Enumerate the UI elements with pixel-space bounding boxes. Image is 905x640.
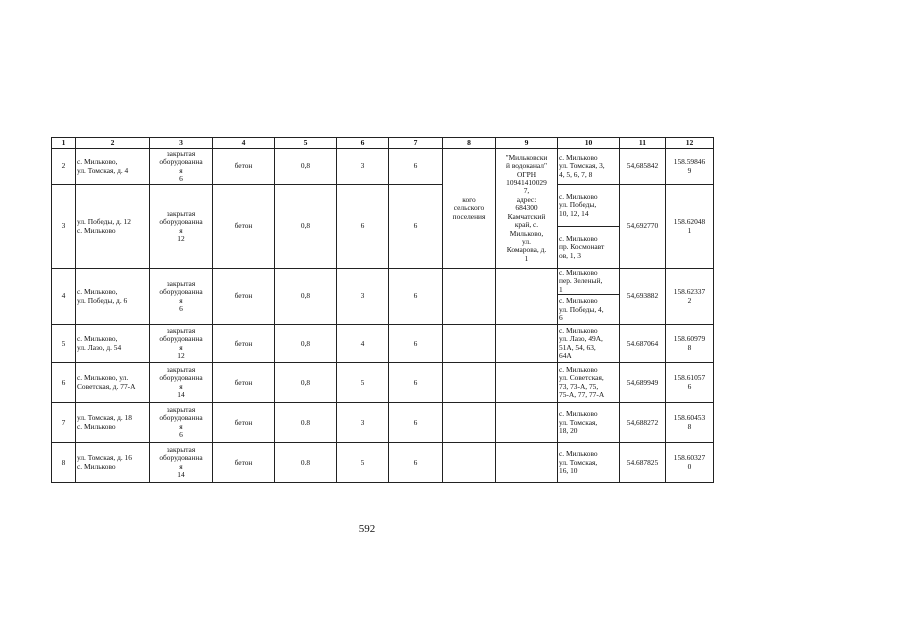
container-volume: 6 xyxy=(389,443,443,483)
container-volume: 6 xyxy=(389,325,443,363)
longitude: 158.59846 9 xyxy=(666,149,714,185)
served-addresses: с. Мильково пр. Космонавт ов, 1, 3 xyxy=(558,227,620,269)
latitude: 54,692770 xyxy=(620,185,666,269)
surface-type: бетон xyxy=(213,363,275,403)
container-volume: 6 xyxy=(389,403,443,443)
container-count: 3 xyxy=(337,403,389,443)
served-addresses: с. Мильково ул. Томская, 18, 20 xyxy=(558,403,620,443)
surface-type: бетон xyxy=(213,149,275,185)
site-address: ул. Победы, д. 12 с. Мильково xyxy=(76,185,150,269)
table-row xyxy=(52,185,714,227)
surface-type: бетон xyxy=(213,185,275,269)
table-row xyxy=(52,403,714,443)
served-addresses: с. Мильково ул. Победы, 10, 12, 14 xyxy=(558,185,620,227)
table-header-row xyxy=(52,138,714,149)
column-header-11: 11 xyxy=(620,138,666,149)
column-header-10: 10 xyxy=(558,138,620,149)
container-count: 5 xyxy=(337,363,389,403)
row-number: 2 xyxy=(52,149,76,185)
row-number: 5 xyxy=(52,325,76,363)
column-header-7: 7 xyxy=(389,138,443,149)
longitude: 158.60979 8 xyxy=(666,325,714,363)
container-count: 3 xyxy=(337,149,389,185)
table-row xyxy=(52,443,714,483)
site-area: 0,8 xyxy=(275,325,337,363)
site-type: закрытая оборудованна я 14 xyxy=(150,363,213,403)
longitude: 158.62337 2 xyxy=(666,269,714,325)
container-volume: 6 xyxy=(389,149,443,185)
owner-settlement xyxy=(443,269,496,325)
longitude: 158.60327 0 xyxy=(666,443,714,483)
row-number: 3 xyxy=(52,185,76,269)
site-area: 0,8 xyxy=(275,149,337,185)
site-area: 0,8 xyxy=(275,185,337,269)
row-number: 7 xyxy=(52,403,76,443)
operator-info xyxy=(496,325,558,363)
site-address: ул. Томская, д. 16 с. Мильково xyxy=(76,443,150,483)
operator-info xyxy=(496,443,558,483)
operator-info xyxy=(496,363,558,403)
site-type: закрытая оборудованна я 6 xyxy=(150,149,213,185)
container-count: 4 xyxy=(337,325,389,363)
site-type: закрытая оборудованна я 6 xyxy=(150,269,213,325)
table-row xyxy=(52,149,714,185)
container-volume: 6 xyxy=(389,363,443,403)
latitude: 54,689949 xyxy=(620,363,666,403)
latitude: 54.687825 xyxy=(620,443,666,483)
site-type: закрытая оборудованна я 12 xyxy=(150,185,213,269)
site-type: закрытая оборудованна я 14 xyxy=(150,443,213,483)
site-area: 0,8 xyxy=(275,269,337,325)
owner-settlement xyxy=(443,325,496,363)
column-header-4: 4 xyxy=(213,138,275,149)
surface-type: бетон xyxy=(213,403,275,443)
container-count: 5 xyxy=(337,443,389,483)
surface-type: бетон xyxy=(213,325,275,363)
surface-type: бетон xyxy=(213,443,275,483)
container-volume: 6 xyxy=(389,269,443,325)
container-count: 6 xyxy=(337,185,389,269)
site-type: закрытая оборудованна я 12 xyxy=(150,325,213,363)
row-number: 4 xyxy=(52,269,76,325)
site-type: закрытая оборудованна я 6 xyxy=(150,403,213,443)
container-volume: 6 xyxy=(389,185,443,269)
served-addresses: с. Мильково пер. Зеленый, 1 xyxy=(558,269,620,295)
longitude: 158.61057 6 xyxy=(666,363,714,403)
column-header-12: 12 xyxy=(666,138,714,149)
owner-settlement xyxy=(443,363,496,403)
container-count: 3 xyxy=(337,269,389,325)
column-header-3: 3 xyxy=(150,138,213,149)
site-area: 0,8 xyxy=(275,363,337,403)
owner-settlement xyxy=(443,403,496,443)
surface-type: бетон xyxy=(213,269,275,325)
latitude: 54,693882 xyxy=(620,269,666,325)
table-row xyxy=(52,269,714,295)
column-header-8: 8 xyxy=(443,138,496,149)
registry-table xyxy=(51,137,714,483)
operator-info: "Мильковски й водоканал" ОГРН 10941410029 7, адрес: 684300 Камчатский край, с. Мильково, ул. Комарова, д. 1 xyxy=(496,149,558,269)
row-number: 6 xyxy=(52,363,76,403)
operator-info xyxy=(496,403,558,443)
site-address: с. Мильково, ул. Томская, д. 4 xyxy=(76,149,150,185)
served-addresses: с. Мильково ул. Победы, 4, 6 xyxy=(558,295,620,325)
latitude: 54.687064 xyxy=(620,325,666,363)
owner-settlement xyxy=(443,443,496,483)
served-addresses: с. Мильково ул. Томская, 16, 10 xyxy=(558,443,620,483)
site-area: 0.8 xyxy=(275,443,337,483)
site-address: ул. Томская, д. 18 с. Мильково xyxy=(76,403,150,443)
table-row xyxy=(52,363,714,403)
longitude: 158.62048 1 xyxy=(666,185,714,269)
served-addresses: с. Мильково ул. Лазо, 49А, 51А, 54, 63, 64А xyxy=(558,325,620,363)
latitude: 54,685842 xyxy=(620,149,666,185)
column-header-1: 1 xyxy=(52,138,76,149)
site-address: с. Мильково, ул. Лазо, д. 54 xyxy=(76,325,150,363)
column-header-6: 6 xyxy=(337,138,389,149)
table-row xyxy=(52,325,714,363)
column-header-9: 9 xyxy=(496,138,558,149)
row-number: 8 xyxy=(52,443,76,483)
column-header-2: 2 xyxy=(76,138,150,149)
site-area: 0.8 xyxy=(275,403,337,443)
page-number: 592 xyxy=(358,523,376,535)
operator-info xyxy=(496,269,558,325)
longitude: 158.60453 8 xyxy=(666,403,714,443)
owner-settlement: кого сельского поселения xyxy=(443,149,496,269)
site-address: с. Мильково, ул. Советская, д. 77-А xyxy=(76,363,150,403)
served-addresses: с. Мильково ул. Советская, 73, 73-А, 75, 75-А, 77, 77-А xyxy=(558,363,620,403)
site-address: с. Мильково, ул. Победы, д. 6 xyxy=(76,269,150,325)
served-addresses: с. Мильково ул. Томская, 3, 4, 5, 6, 7, 8 xyxy=(558,149,620,185)
column-header-5: 5 xyxy=(275,138,337,149)
latitude: 54,688272 xyxy=(620,403,666,443)
